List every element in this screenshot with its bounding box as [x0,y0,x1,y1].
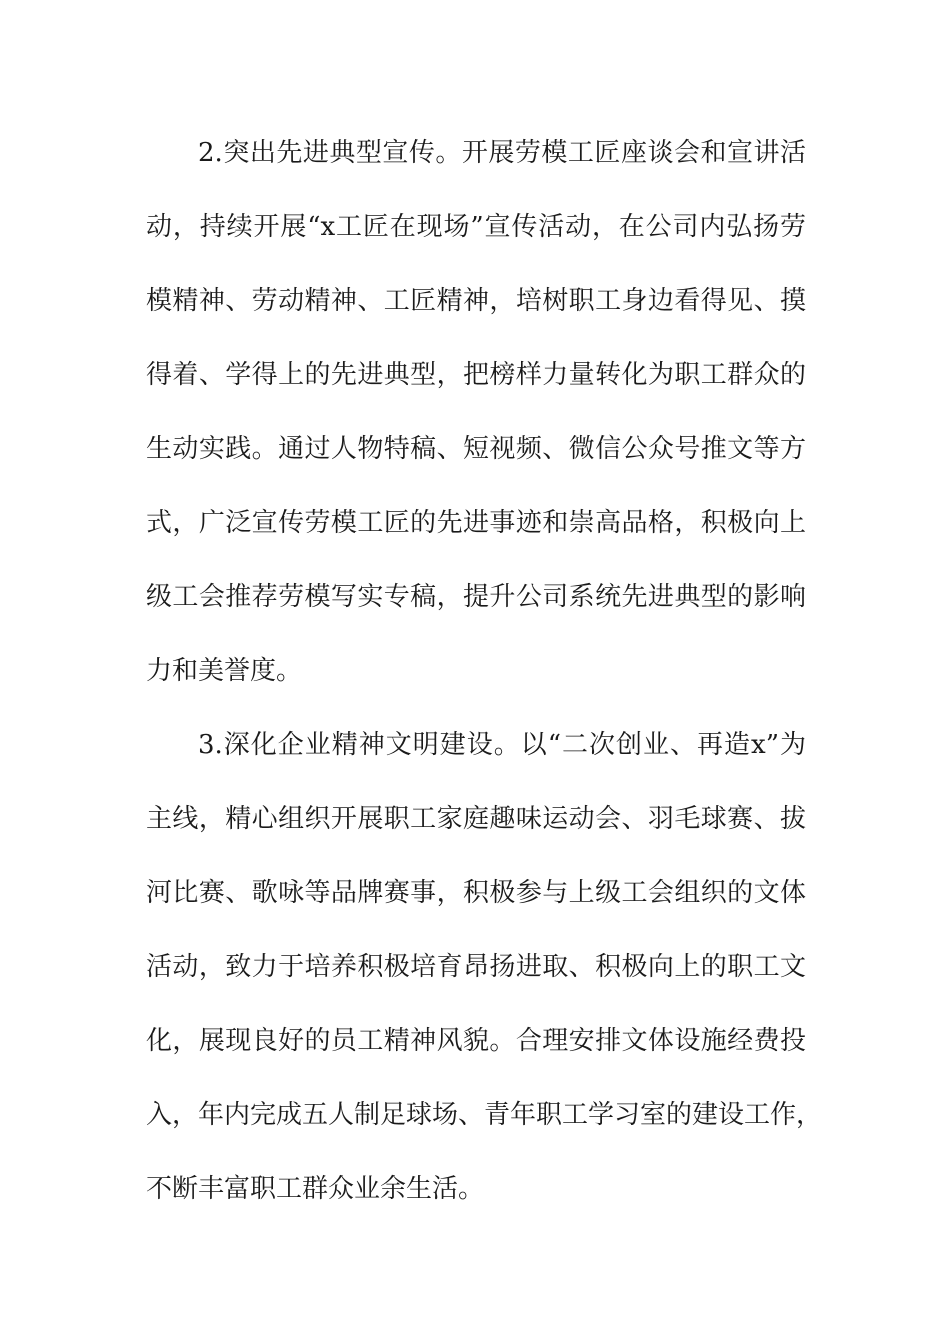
text-line: 式，广泛宣传劳模工匠的先进事迹和崇高品格，积极向上 [146,508,806,538]
text-line: 3.深化企业精神文明建设。以“二次创业、再造x”为 [198,730,806,760]
document-body [146,116,823,1226]
text-line: 力和美誉度。 [146,656,303,686]
text-line: 模精神、劳动精神、工匠精神，培树职工身边看得见、摸 [146,286,806,316]
text-line: 入，年内完成五人制足球场、青年职工学习室的建设工作， [146,1100,823,1130]
text-line: 动，持续开展“x工匠在现场”宣传活动，在公司内弘扬劳 [146,212,806,242]
text-line: 主线，精心组织开展职工家庭趣味运动会、羽毛球赛、拔 [146,804,806,834]
text-line: 活动，致力于培养积极培育昂扬进取、积极向上的职工文 [146,952,806,982]
text-line: 级工会推荐劳模写实专稿，提升公司系统先进典型的影响 [146,582,806,612]
text-line: 2.突出先进典型宣传。开展劳模工匠座谈会和宣讲活 [198,138,806,168]
text-line: 化，展现良好的员工精神风貌。合理安排文体设施经费投 [146,1026,806,1056]
paragraph-1 [146,116,806,708]
paragraph-2 [146,708,823,1226]
text-line: 河比赛、歌咏等品牌赛事，积极参与上级工会组织的文体 [146,878,806,908]
text-line: 不断丰富职工群众业余生活。 [146,1174,485,1204]
text-line: 得着、学得上的先进典型，把榜样力量转化为职工群众的 [146,360,806,390]
text-line: 生动实践。通过人物特稿、短视频、微信公众号推文等方 [146,434,806,464]
